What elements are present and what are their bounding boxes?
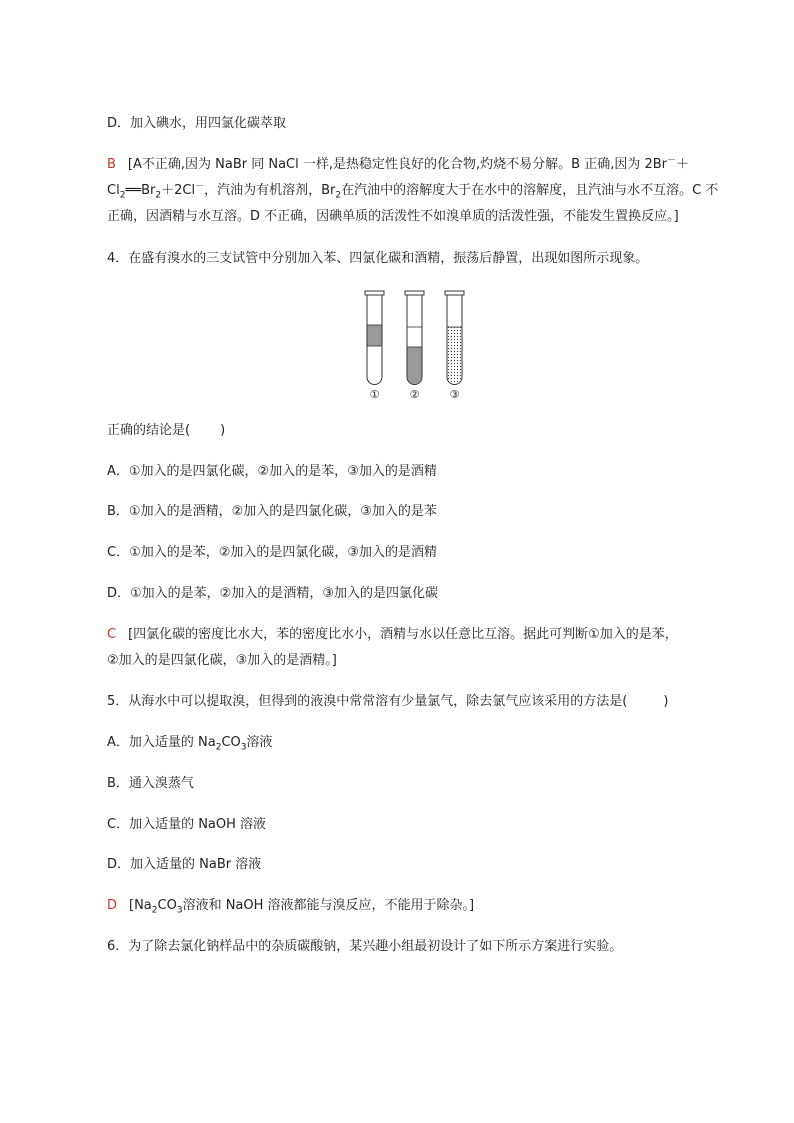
test-tubes-figure xyxy=(360,287,470,402)
tube-label-2: ② xyxy=(409,388,420,401)
answer-letter: B xyxy=(107,157,116,172)
q3-answer-line3: 正确，因酒精与水互溶。D 不正确，因碘单质的活泼性不如溴单质的活泼性强，不能发生置换反应。] xyxy=(107,209,679,224)
tube-label-3: ③ xyxy=(449,388,460,401)
test-tube-2 xyxy=(405,291,424,385)
q4-option-a: A．①加入的是四氯化碳，②加入的是苯，③加入的是酒精 xyxy=(107,464,437,479)
q4-conclusion: 正确的结论是( ) xyxy=(107,423,226,438)
q4-option-b: B．①加入的是酒精，②加入的是四氯化碳，③加入的是苯 xyxy=(107,504,437,519)
answer-letter: D xyxy=(107,898,118,913)
q5-option-b: B．通入溴蒸气 xyxy=(107,776,194,791)
q4-option-d: D．①加入的是苯，②加入的是酒精，③加入的是四氯化碳 xyxy=(107,586,438,601)
test-tube-1 xyxy=(365,291,384,385)
q5-option-c: C．加入适量的 NaOH 溶液 xyxy=(107,817,267,832)
tube-label-1: ① xyxy=(369,388,380,401)
q3-option-d: D．加入碘水，用四氯化碳萃取 xyxy=(107,116,287,131)
q5-stem: 5．从海水中可以提取溴，但得到的液溴中常常溶有少量氯气，除去氯气应该采用的方法是( ) xyxy=(107,694,669,709)
test-tube-3 xyxy=(445,291,464,385)
q5-option-a: A．加入适量的 $Na_2CO_3$溶液 xyxy=(107,735,273,753)
q4-answer-line2: ②加入的是四氯化碳，③加入的是酒精。] xyxy=(107,653,337,668)
q4-stem: 4．在盛有溴水的三支试管中分别加入苯、四氯化碳和酒精，振荡后静置，出现如图所示现象。 xyxy=(107,251,649,266)
answer-letter: C xyxy=(107,627,117,642)
q4-answer-line1: C [四氯化碳的密度比水大，苯的密度比水小，酒精与水以任意比互溶。据此可判断①加入的是苯， xyxy=(107,627,678,642)
q3-answer-line1: B [A不正确,因为 NaBr 同 NaCl 一样,是热稳定性良好的化合物,灼烧不易分解。B 正确,因为 2Br－＋ xyxy=(107,155,690,172)
q3-answer-line2: $Cl_2══Br_2+2Cl^-$，汽油为有机溶剂，$Br_2$在汽油中的溶解度大于在水中的溶解度，且汽油与水不互溶。C 不 xyxy=(107,181,719,201)
q5-answer: D [$Na_2CO_3$溶液和 NaOH 溶液都能与溴反应，不能用于除杂。] xyxy=(107,898,475,916)
test-tubes-diagram xyxy=(360,287,470,402)
q5-option-d: D．加入适量的 NaBr 溶液 xyxy=(107,857,262,872)
q4-option-c: C．①加入的是苯，②加入的是四氯化碳，③加入的是酒精 xyxy=(107,545,438,560)
q6-stem: 6．为了除去氯化钠样品中的杂质碳酸钠，某兴趣小组最初设计了如下所示方案进行实验。 xyxy=(107,939,623,954)
